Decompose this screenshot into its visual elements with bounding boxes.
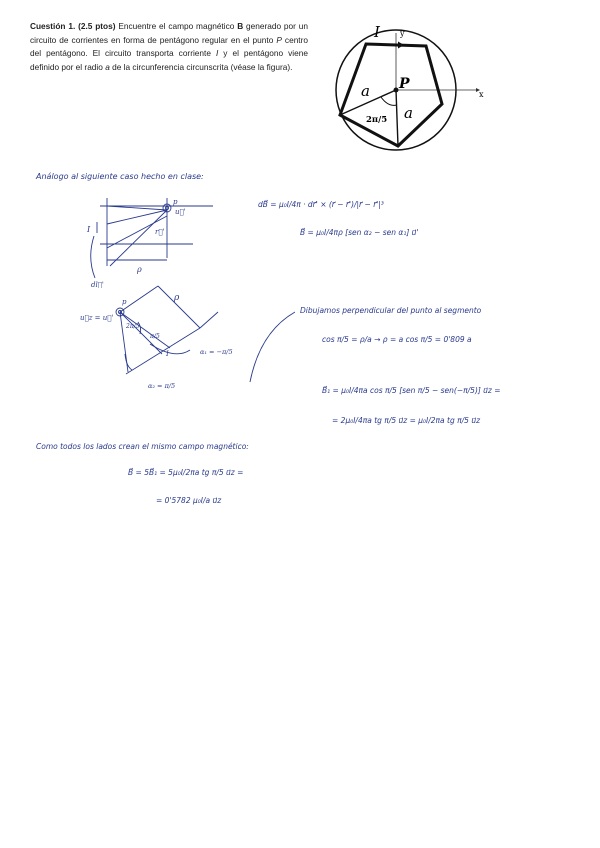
label-angle: 2π/5 (366, 115, 388, 125)
sketch1-rho: ρ (137, 265, 142, 274)
eq-b1b: = 2μ₀I/4πa tg π/5 u⃗z = μ₀I/2πa tg π/5 u⃗z (332, 416, 481, 425)
eq-cos: cos π/5 = ρ/a → ρ = a cos π/5 = 0'809 a (322, 335, 472, 344)
sketch1-r: r⃗' (155, 228, 165, 236)
sketch2-uz: u⃗z = u⃗' (80, 314, 114, 322)
question-title: Cuestión 1. (2.5 ptos) (30, 21, 116, 31)
question-text-5: de la circunferencia circunscrita (véase la figura). (109, 61, 293, 72)
question-italic-p: P (276, 34, 282, 45)
question-text-2: generado por un circuito de corrientes en forma de pentágono regular en el punto (30, 21, 308, 45)
label-point-p: P (399, 76, 410, 92)
question-italic-a: a (105, 61, 110, 72)
sketch2-alpha1: α₁ = −π/5 (200, 348, 233, 356)
sketch2-pi5: π/5 (150, 333, 160, 340)
sketch1-u: u⃗' (175, 208, 186, 216)
sketch1-i: I (87, 225, 91, 234)
label-x: x (479, 90, 484, 99)
radius-a2 (396, 90, 398, 146)
question-text-3: centro del pentágono. El circuito transporta corriente (30, 34, 308, 59)
pentagon-figure (318, 20, 498, 155)
current-arrow (384, 45, 400, 46)
label-a1: a (361, 82, 370, 100)
question-text-1: Encuentre el campo magnético (115, 21, 238, 31)
question-italic-i: I (215, 48, 219, 59)
label-current-i: I (374, 23, 380, 41)
sketch-2 (80, 282, 295, 397)
sketch2-alpha2: α₂ = π/5 (148, 382, 176, 390)
angle-arc (381, 97, 397, 105)
point-p-dot (394, 88, 399, 93)
eq-total: B⃗ = 5B⃗₁ = 5μ₀I/2πa tg π/5 u⃗z = (128, 468, 244, 477)
sketch-1 (85, 188, 225, 288)
current-arrowhead (398, 42, 404, 49)
question-text (30, 20, 308, 74)
eq-b: B⃗ = μ₀I/4πρ [sen α₂ − sen α₁] u⃗' (300, 228, 419, 237)
sketch2-i: I (166, 350, 169, 358)
note-intro: Análogo al siguiente caso hecho en clase: (36, 172, 204, 181)
sketch1-p: p (173, 198, 178, 206)
sketch2-angle: 2π/5 (126, 323, 140, 330)
label-y: y (400, 29, 405, 38)
eq-final: = 0'5782 μ₀I/a u⃗z (156, 496, 222, 505)
pentagon (340, 44, 442, 146)
question-bold-b: B (237, 21, 244, 31)
sketch2-p: p (122, 298, 127, 306)
sketch2-rho: ρ (174, 293, 180, 303)
note-same-field: Como todos los lados crean el mismo campo magnético: (36, 442, 249, 451)
eq-db: dB⃗ = μ₀I/4π · dr⃗' × (r⃗ − r⃗')/|r⃗ − r⃗'|³ (258, 200, 384, 209)
note-perpendicular: Dibujamos perpendicular del punto al segmento (300, 306, 482, 315)
question-text-4: y el pentágono viene definido por el radio (30, 48, 308, 72)
eq-b1: B⃗₁ = μ₀I/4πa cos π/5 [sen π/5 − sen(−π/5)] u⃗z = (322, 386, 501, 395)
sketch1-dl: dl⃗' (91, 281, 104, 288)
label-a2: a (404, 104, 413, 122)
